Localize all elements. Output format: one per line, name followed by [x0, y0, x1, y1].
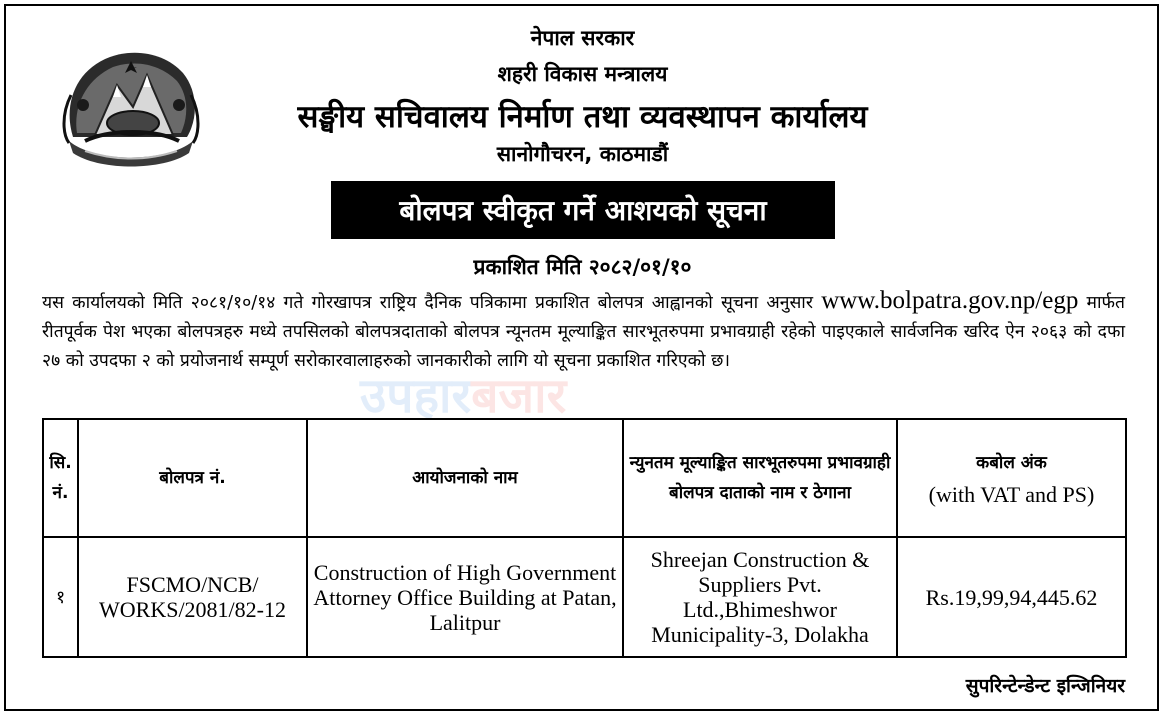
table-row [43, 537, 1126, 657]
header-serial: सि. नं. [43, 419, 78, 537]
bid-table [42, 418, 1127, 658]
header-bidder: न्युनतम मूल्याङ्कित सारभूतरुपमा प्रभावग्राही बोलपत्र दाताको नाम र ठेगाना [623, 419, 897, 537]
bolpatra-url: www.bolpatra.gov.np/egp [821, 287, 1079, 314]
cell-bid-no: FSCMO/NCB/ WORKS/2081/82-12 [78, 537, 307, 657]
office-title: सङ्घीय सचिवालय निर्माण तथा व्यवस्थापन कार्यालय [297, 99, 868, 135]
header-project: आयोजनाको नाम [307, 419, 623, 537]
header-amount-en: (with VAT and PS) [928, 482, 1095, 507]
cell-bidder: Shreejan Construction & Suppliers Pvt. Ltd.,Bhimeshwor Municipality-3, Dolakha [623, 537, 897, 657]
office-location: सानोगौचरन, काठमाडौं [496, 142, 669, 166]
ministry-title: शहरी विकास मन्त्रालय [497, 62, 668, 86]
table-header-row [43, 419, 1126, 537]
notice-title-banner [331, 181, 835, 239]
notice-body-part2: मार्फत रीतपूर्वक पेश भएका बोलपत्रहरु मध्ये तपसिलको बोलपत्रदाताको बोलपत्र न्यूनतम मूल्याङ्कित सारभूतरुपमा प्रभावग्राही रहेको पाइएकाले सार्वजनिक खरिद ऐन २०६३ को दफा २७ को उपदफा २ को प्रयोजनार्थ सम्पूर्ण सरोकारवालाहरुको जानकारीको लागि यो सूचना प्रकाशित गरिएको छ। [42, 293, 1125, 371]
signature-title: सुपरिन्टेन्डेन्ट इन्जिनियर [965, 675, 1125, 697]
header-bid-no: बोलपत्र नं. [78, 419, 307, 537]
header-amount-np: कबोल अंक [976, 453, 1047, 473]
watermark-part-b: बजार [471, 368, 567, 424]
notice-title: बोलपत्र स्वीकृत गर्ने आशयको सूचना [399, 194, 767, 227]
government-title: नेपाल सरकार [530, 26, 635, 50]
cell-serial: १ [43, 537, 78, 657]
notice-body [42, 286, 1125, 376]
header-amount [897, 419, 1126, 537]
notice-body-part1: यस कार्यालयको मिति २०८१/१०/१४ गते गोरखापत्र राष्ट्रिय दैनिक पत्रिकामा प्रकाशित बोलपत्र आह्वानको सूचना अनुसार [42, 293, 822, 313]
cell-amount: Rs.19,99,94,445.62 [897, 537, 1126, 657]
watermark-part-a: उपहार [360, 368, 472, 424]
published-date: प्रकाशित मिति २०८२/०१/१० [473, 255, 692, 279]
cell-project: Construction of High Government Attorney Office Building at Patan, Lalitpur [307, 537, 623, 657]
